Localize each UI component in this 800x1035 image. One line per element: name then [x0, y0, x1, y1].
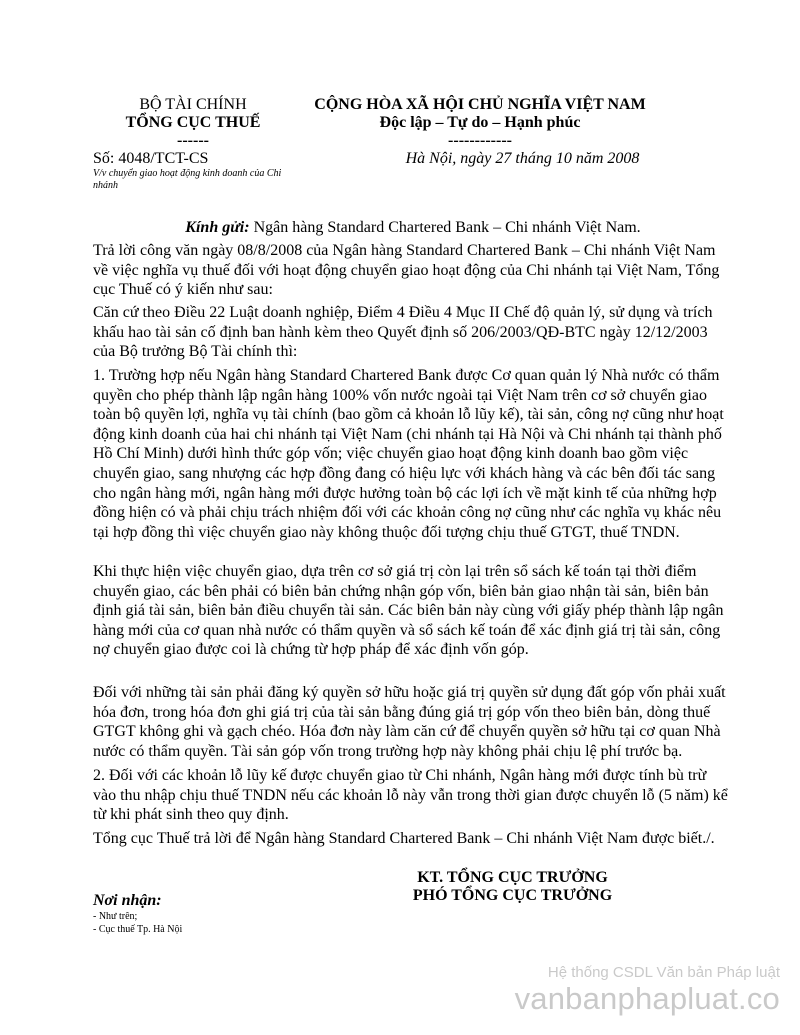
- ministry-name: BỘ TÀI CHÍNH: [139, 96, 247, 113]
- document-number: Số: 4048/TCT-CS: [93, 150, 209, 167]
- department-name: TỔNG CỤC THUẾ: [125, 114, 261, 131]
- right-header-rule: ------------: [448, 132, 512, 149]
- addressee-text: Ngân hàng Standard Chartered Bank – Chi nhánh Việt Nam.: [249, 219, 641, 236]
- addressee: [93, 218, 733, 237]
- signature-line-2: PHÓ TỔNG CỤC TRƯỞNG: [412, 887, 613, 904]
- paragraph-item-2: 2. Đối với các khoản lỗ lũy kế được chuyển giao từ Chi nhánh, Ngân hàng mới được tính bù trừ vào thu nhập chịu thuế TNDN nếu các khoản lỗ này vẫn trong thời gian được chuyển lỗ (5 năm) kể từ khi phát sinh theo quy định.: [93, 767, 728, 824]
- watermark-line-1: Hệ thống CSDL Văn bản Pháp luật: [547, 964, 780, 981]
- paragraph-item-1: 1. Trường hợp nếu Ngân hàng Standard Chartered Bank được Cơ quan quản lý Nhà nước có thẩm quyền cho phép thành lập ngân hàng 100% vốn nước ngoài tại Việt Nam trên cơ sở chuyển giao toàn bộ quyền lợi, nghĩa vụ tài chính (bao gồm cả khoản lỗ lũy kế), tài sản, công nợ cũng như hoạt động kinh doanh của hai chi nhánh tại Việt Nam (chi nhánh tại Hà Nội và Chi nhánh tại thành phố Hồ Chí Minh) dưới hình thức góp vốn; việc chuyển giao hoạt động kinh doanh bao gồm việc chuyển giao, sang nhượng các hợp đồng đang có hiệu lực với khách hàng và các bên đối tác sang cho ngân hàng mới, ngân hàng mới được hưởng toàn bộ các lợi ích về mặt kinh tế của những hợp đồng hiện có và phải chịu trách nhiệm đối với các khoản công nợ cũng như các nghĩa vụ khác nêu tại hợp đồng thì việc chuyển giao này không thuộc đối tượng chịu thuế GTGT, thuế TNDN.: [93, 367, 724, 541]
- recipients-title: Nơi nhận:: [93, 892, 162, 909]
- paragraph-closing: Tổng cục Thuế trả lời để Ngân hàng Standard Chartered Bank – Chi nhánh Việt Nam được biết./.: [93, 830, 715, 847]
- document-subject: V/v chuyển giao hoạt động kinh doanh của Chi nhánh: [93, 168, 282, 191]
- watermark-line-2: vanbanphapluat.co: [514, 981, 780, 1016]
- paragraph-legal-basis: Căn cứ theo Điều 22 Luật doanh nghiệp, Điểm 4 Điều 4 Mục II Chế độ quản lý, sử dụng và trích khấu hao tài sản cố định ban hành kèm theo Quyết định số 206/2003/QĐ-BTC ngày 12/12/2003 của Bộ trưởng Bộ Tài chính thì:: [93, 304, 713, 361]
- national-motto: Độc lập – Tự do – Hạnh phúc: [379, 114, 581, 131]
- place-date: Hà Nội, ngày 27 tháng 10 năm 2008: [405, 150, 640, 167]
- paragraph-invoice: Đối với những tài sản phải đăng ký quyền sở hữu hoặc giá trị quyền sử dụng đất góp vốn phải xuất hóa đơn, trong hóa đơn ghi giá trị của tài sản bằng đúng giá trị góp vốn theo biên bản, dòng thuế GTGT không ghi và gạch chéo. Hóa đơn này làm căn cứ để chuyển quyền sở hữu tại cơ quan Nhà nước có thẩm quyền. Tài sản góp vốn trong trường hợp này không phải chịu lệ phí trước bạ.: [93, 684, 726, 760]
- recipient-item: - Cục thuế Tp. Hà Nội: [93, 924, 183, 935]
- left-header-rule: ------: [177, 132, 209, 149]
- paragraph-transfer: Khi thực hiện việc chuyển giao, dựa trên cơ sở giá trị còn lại trên sổ sách kế toán tại thời điểm chuyển giao, các bên phải có biên bản chứng nhận góp vốn, biên bản giao nhận tài sản, biên bản định giá tài sản, biên bản điều chuyển tài sản. Các biên bản này cùng với giấy phép thành lập ngân hàng mới của cơ quan nhà nước có thẩm quyền và sổ sách kế toán để xác định giá trị tài sản, công nợ chuyển giao được coi là chứng từ hợp pháp để xác định vốn góp.: [93, 563, 724, 659]
- country-name: CỘNG HÒA XÃ HỘI CHỦ NGHĨA VIỆT NAM: [314, 96, 646, 113]
- addressee-label: Kính gửi:: [185, 219, 250, 236]
- signature-line-1: KT. TỔNG CỤC TRƯỞNG: [417, 869, 608, 886]
- recipient-item: - Như trên;: [93, 911, 138, 922]
- paragraph-reply: Trả lời công văn ngày 08/8/2008 của Ngân hàng Standard Chartered Bank – Chi nhánh Việt Nam về việc nghĩa vụ thuế đối với hoạt động chuyển giao hoạt động của Chi nhánh tại Việt Nam, Tổng cục Thuế có ý kiến như sau:: [93, 242, 720, 299]
